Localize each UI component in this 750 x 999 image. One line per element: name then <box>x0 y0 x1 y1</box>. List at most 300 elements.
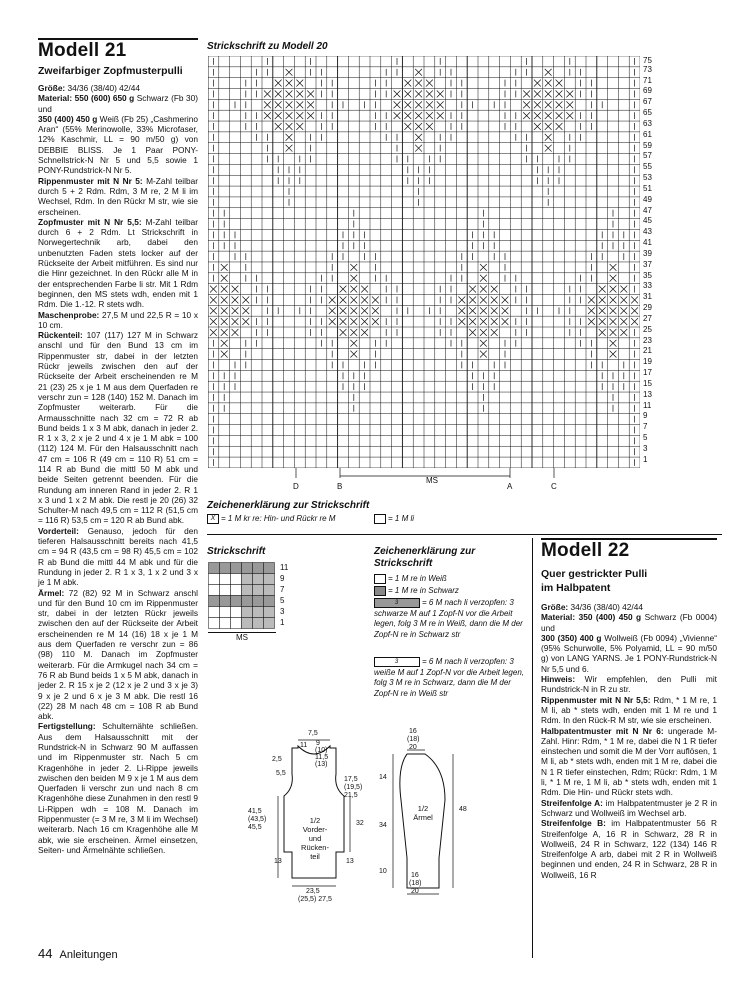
cross-stitch <box>242 296 249 303</box>
small-chart-row-label: 7 <box>280 585 285 594</box>
cross-stitch <box>631 307 638 314</box>
model22-paragraph-label: Material: 350 (400) 450 g <box>541 612 642 623</box>
model22-paragraph-label: Halbpatentmuster mit N Nr 6: <box>541 725 664 736</box>
chart20-row-label: 19 <box>643 357 652 367</box>
cross-stitch <box>523 91 530 98</box>
cross-stitch <box>232 329 239 336</box>
model22-subtitle-2: im Halbpatent <box>541 582 611 594</box>
chart20-row-label: 7 <box>643 422 648 432</box>
legend2-text-2: = 1 M re in Schwarz <box>388 586 459 596</box>
chart20-row-label: 13 <box>643 389 652 399</box>
cross-stitch <box>599 286 606 293</box>
cross-stitch <box>340 296 347 303</box>
small-chart-cell <box>242 563 253 574</box>
small-chart-cell <box>231 574 242 585</box>
cross-stitch <box>545 101 552 108</box>
model22-paragraph-text: im Halbpatentmuster je 2 R in Schwarz und Wollweiß im Wechsel arb. <box>541 797 717 818</box>
model22-paragraph-label: Rippenmuster mit N Nr 5,5: <box>541 694 651 705</box>
body-bottom2: (25,5) <box>298 896 317 903</box>
cross-stitch <box>275 91 282 98</box>
body-right: 32 <box>356 820 364 827</box>
chart20-row-label: 3 <box>643 443 648 453</box>
cross-stitch <box>588 296 595 303</box>
body-bottom1: 23,5 <box>306 888 320 895</box>
cross-stitch <box>415 145 422 152</box>
small-chart-cell <box>220 585 231 596</box>
cross-stitch <box>296 123 303 130</box>
cross-stitch <box>221 275 228 282</box>
model22-paragraph-text: im Halbpatentmuster 56 R Streifenfolge A, 16 R in Schwarz, 28 R in Wollweiß, 24 R in Schwarz, 122 (134) 146 R Streifenfolge A arb, dabei mit 2 R in Wollweiß beginnen und enden, 24 R in Schwarz, 28 R in Wollweiß, 16 R <box>541 818 717 880</box>
model21-paragraph-text: M-Zahl teilbar durch 6 + 2 Rdm. Lt Strickschrift in Norwegertechnik arb, dabei den unbenutzten Faden stets locker auf der Rückseite der Arbeit mitführen. Es sind nur die Hinr gezeichnet. In den Rückr alle M in der entsprechenden Farbe li str. Mit 1 Rdm beginnen, den MS stets wdh, enden mit 1 Rdm. Die 1.-12. R stets wdh. <box>38 216 199 310</box>
chart20-grid <box>208 56 640 468</box>
model22-paragraph <box>541 818 717 880</box>
cross-stitch <box>404 112 411 119</box>
cross-stitch <box>588 318 595 325</box>
body-bottom3: 27,5 <box>318 896 332 903</box>
cross-stitch <box>264 91 271 98</box>
cross-stitch <box>610 286 617 293</box>
column-divider <box>532 538 533 958</box>
chart20-row-label: 5 <box>643 432 648 442</box>
cross-stitch <box>545 123 552 130</box>
cross-stitch <box>221 351 228 358</box>
body-arm2: (19,5) <box>344 784 363 791</box>
model22-paragraph-text: Wollweiß (Fb 0094) „Vivienne“ (95% Schurwolle, 5% Polyamid, LL = 90 m/50 g) von LANG YARNS. Je 1 PONY-Rundstrick-N Nr 5,5 und 6. <box>541 632 717 674</box>
sleeve-bot3: 20 <box>411 888 419 895</box>
cross-stitch <box>210 318 217 325</box>
cross-stitch <box>275 123 282 130</box>
model22-subtitle-1: Quer gestrickter Pulli <box>541 568 648 580</box>
small-chart-ms-label: MS <box>236 633 248 642</box>
chart20-row-label: 65 <box>643 108 652 118</box>
body-side1: 41,5 <box>248 808 262 815</box>
chart20-legend-item-1 <box>207 514 335 525</box>
chart20-row-label: 75 <box>643 56 652 65</box>
cross-stitch <box>221 307 228 314</box>
cross-stitch <box>469 329 476 336</box>
small-chart-cell <box>231 563 242 574</box>
cross-stitch <box>350 275 357 282</box>
cross-stitch <box>275 80 282 87</box>
cross-stitch <box>610 318 617 325</box>
chart20-row-label: 21 <box>643 346 652 356</box>
small-chart-ms <box>208 632 276 642</box>
cross-stitch <box>242 318 249 325</box>
model21-paragraph-text: 72 (82) 92 M in Schwarz anschl und für den Bund 10 cm im Rippenmuster str, dabei in der letzten Rückr jeweils zwischen den auf der Rückseite der Arbeit erscheinenden re M 14 (16) 18 x je 1 M aus dem Querfaden re verschr zun = 86 (98) 110 M. Danach im Zopfmuster weiterarb. Für die Armkugel nach 34 cm = 76 R ab Bund beids 1 x 5 M abk, danach in jeder 2. R 15 x je 2 (12 x je 2 und 3 x je 3) 9 x je 2 und 6 x je 3 M abk. Die restl 16 (22) 28 M nach 48 cm = 108 R ab Bund abk. <box>38 587 198 722</box>
cross-stitch <box>296 112 303 119</box>
model21-paragraph <box>38 330 198 526</box>
small-chart-cell <box>264 585 275 596</box>
small-chart-cell <box>220 596 231 607</box>
model21-paragraph <box>38 310 198 331</box>
cross-stitch <box>480 318 487 325</box>
model22-paragraph-label: 300 (350) 400 g <box>541 632 602 643</box>
chart20-row-label: 61 <box>643 129 652 139</box>
cross-stitch <box>340 286 347 293</box>
cross-stitch <box>480 340 487 347</box>
chart20-row-label: 49 <box>643 194 652 204</box>
chart20-row-label: 57 <box>643 151 652 161</box>
cross-stitch <box>620 286 627 293</box>
cross-stitch <box>426 80 433 87</box>
purl-symbol <box>374 514 386 524</box>
body-n2: (10) <box>315 747 328 754</box>
chart20-row-label: 17 <box>643 368 652 378</box>
model21-paragraph <box>38 93 198 114</box>
small-chart-cell <box>209 607 220 618</box>
model22-text <box>541 602 717 962</box>
cross-stitch <box>610 351 617 358</box>
cross-stitch <box>350 264 357 271</box>
cross-stitch <box>372 296 379 303</box>
chart20-row-label: 23 <box>643 335 652 345</box>
cross-stitch <box>242 307 249 314</box>
model22-paragraph-label: Größe: <box>541 602 569 612</box>
body-left2: 5,5 <box>276 770 286 777</box>
cross-stitch <box>350 286 357 293</box>
model21-paragraph-text: M-Zahl teilbar durch 5 + 2 Rdm. Rdm, 3 M re, 2 M li im Wechsel, Rdm. In den Rückr M str, wie sie erscheinen. <box>38 175 198 217</box>
cross-stitch <box>415 101 422 108</box>
chart20-row-label: 63 <box>643 118 652 128</box>
chart20-row-label: 59 <box>643 140 652 150</box>
cross-stitch <box>599 296 606 303</box>
legend2-item-1 <box>374 574 524 585</box>
cross-stitch <box>221 296 228 303</box>
model21-paragraph-label: 350 (400) 450 g <box>38 113 98 124</box>
model21-title: Modell 21 <box>38 40 127 61</box>
model21-paragraph-text: 107 (117) 127 M in Schwarz anschl und für den Bund 13 cm im Rippenmuster str, dabei in der letzten Rückr jeweils zwischen den auf der Rückseite der Arbeit erscheinenden re M 21 (23) 25 x je 1 M aus dem Querfaden re verschr zun = 128 (140) 152 M. Danach im Zopfmuster weiterarb. Für die Armausschnitte nach 32 cm = 72 R ab Bund beids 1 x 3 M abk, danach in jeder 2. R 1 x 3, 2 x je 2 und 4 x je 1 M abk = 100 (112) 124 M. Für den Halsausschnitt nach 47 cm = 106 R (49 cm = 110 R) 51 cm = 114 R ab Bund die mittl 50 M abk und beide Seiten getrennt beenden. Für die Rundung am inneren Rand in jeder 2. R 1 x 3 und 1 x 2 M abk. Die restl je 20 (26) 32 Schulter-M nach 49,5 cm = 112 R (51,5 cm = 116 R) 53,5 cm = 120 R ab Bund abk. <box>38 330 198 526</box>
small-chart-row-label: 11 <box>280 563 289 572</box>
model21-subtitle: Zweifarbiger Zopfmusterpulli <box>38 65 183 77</box>
chart20-legend-item-2 <box>374 514 414 525</box>
body-side3: 45,5 <box>248 824 262 831</box>
cross-stitch <box>232 318 239 325</box>
cross-stitch <box>610 296 617 303</box>
model22-paragraph <box>541 674 717 695</box>
cross-stitch <box>599 318 606 325</box>
chart20-row-label: 31 <box>643 292 652 302</box>
sleeve-left1: 14 <box>379 774 387 781</box>
cross-stitch <box>566 101 573 108</box>
sleeve-bot1: 16 <box>411 872 419 879</box>
cross-stitch <box>394 101 401 108</box>
cross-stitch <box>523 101 530 108</box>
body-arm1: 17,5 <box>344 776 358 783</box>
cross-stitch <box>286 145 293 152</box>
cross-stitch <box>426 112 433 119</box>
cross-stitch <box>556 91 563 98</box>
cross-stitch <box>415 123 422 130</box>
cross-stitch <box>307 112 314 119</box>
model21-paragraph-text: Schwarz (Fb 30) und <box>38 93 198 114</box>
chart20-row-label: 51 <box>643 183 652 193</box>
body-bund-left: 13 <box>274 858 282 865</box>
cross-stitch <box>437 91 444 98</box>
cross-stitch <box>340 318 347 325</box>
legend2-item-3 <box>374 598 524 640</box>
cross-stitch <box>556 80 563 87</box>
cross-symbol: X <box>207 514 219 524</box>
small-chart-cell <box>209 563 220 574</box>
cross-stitch <box>232 296 239 303</box>
chart20-row-label: 45 <box>643 216 652 226</box>
cross-stitch <box>491 286 498 293</box>
section-divider <box>207 534 722 535</box>
small-chart-row-label: 3 <box>280 607 285 616</box>
chart20-marker-label: MS <box>426 476 438 485</box>
cross-stitch <box>361 318 368 325</box>
model22-paragraph-label: Streifenfolge A: <box>541 797 603 808</box>
cross-stitch <box>620 296 627 303</box>
cross-stitch <box>404 101 411 108</box>
cross-stitch <box>329 318 336 325</box>
cross-stitch <box>210 296 217 303</box>
cross-stitch <box>545 134 552 141</box>
small-chart-cell <box>209 574 220 585</box>
model21-paragraph-text: 27,5 M und 22,5 R = 10 x 10 cm. <box>38 309 198 330</box>
cross-stitch <box>599 307 606 314</box>
body-n3: 11,5 <box>315 754 329 761</box>
cross-stitch <box>296 80 303 87</box>
cross-stitch <box>480 307 487 314</box>
model21-paragraph <box>38 217 198 310</box>
cross-stitch <box>404 80 411 87</box>
sleeve-dims <box>375 728 485 910</box>
cross-stitch <box>620 329 627 336</box>
small-chart-cell <box>242 618 253 629</box>
white-knit-symbol <box>374 574 386 584</box>
model22-paragraph <box>541 612 717 633</box>
chart20-row-label: 9 <box>643 411 648 421</box>
cross-stitch <box>286 91 293 98</box>
cross-stitch <box>469 307 476 314</box>
model22-paragraph <box>541 602 717 612</box>
model21-paragraph-label: Zopfmuster mit N Nr 5,5: <box>38 216 142 227</box>
cross-stitch <box>491 296 498 303</box>
cable-left-symbol-2: 3 <box>374 657 420 667</box>
cross-stitch <box>286 80 293 87</box>
small-chart-cell <box>253 574 264 585</box>
model21-paragraph-text: Weiß (Fb 25) „Cashmerino Aran“ (55% Merinowolle, 33% Microfaser, 12% Kaschmir, LL = 90 m/50 g) von DEBBIE BLISS. Je 1 Paar PONY-Schnellstrick-N Nr 5 und 5,5 sowie 1 PONY-Rundstrick-N Nr 5. <box>38 113 198 176</box>
model22-paragraph-text: ungerade M-Zahl. Hinr: Rdm, * 1 M re, dabei die N 1 R tiefer einstechen und somit die M der Vorr auflösen, 1 M li, ab * stets wdh, enden mit 1 M re, dabei die N 1 R tiefer einstechen, Rdm; Rückr: Rdm, 1 M li, * 1 M re, 1 M li, ab * stets wdh, enden mit 1 Rdm. Die Hin- und Rückr stets wdh. <box>541 725 717 798</box>
cross-stitch <box>210 329 217 336</box>
small-chart-cell <box>209 618 220 629</box>
small-chart-cell <box>231 618 242 629</box>
model22-title: Modell 22 <box>541 540 630 561</box>
cross-stitch <box>610 329 617 336</box>
body-n1: 9 <box>316 740 320 747</box>
small-chart-cell <box>253 618 264 629</box>
sleeve-label: 1/2 Ärmel <box>413 804 433 822</box>
chart20-marker-label: C <box>551 482 557 491</box>
cross-stitch <box>534 91 541 98</box>
legend2-item-2 <box>374 586 524 597</box>
small-chart-cell <box>242 585 253 596</box>
model21-paragraph <box>38 176 198 217</box>
cross-stitch <box>415 69 422 76</box>
model21-paragraph <box>38 588 198 722</box>
cross-stitch <box>329 296 336 303</box>
cross-stitch <box>469 318 476 325</box>
small-chart-cell <box>220 618 231 629</box>
model22-paragraph-text: Rdm, * 1 M re, 1 M li, ab * stets wdh, enden mit 1 M re und 1 Rdm. In den Rück-R M str, wie sie erscheinen. <box>541 694 717 726</box>
cross-stitch <box>210 286 217 293</box>
cross-stitch <box>469 286 476 293</box>
sleeve-left2: 34 <box>379 822 387 829</box>
cross-stitch <box>361 307 368 314</box>
cross-stitch <box>340 307 347 314</box>
small-chart-cell <box>220 574 231 585</box>
chart20-row-label: 25 <box>643 324 652 334</box>
cross-stitch <box>296 91 303 98</box>
chart20-row-label: 55 <box>643 162 652 172</box>
chart20-marker-label: A <box>507 482 513 491</box>
chart20-row-label: 73 <box>643 64 652 74</box>
model21-paragraph-label: Maschenprobe: <box>38 309 100 320</box>
page-number: 44 <box>38 946 53 961</box>
cross-stitch <box>426 101 433 108</box>
chart20-row-label: 47 <box>643 205 652 215</box>
model21-paragraph-label: Rippenmuster mit N Nr 5: <box>38 175 143 186</box>
legend2-title: Zeichenerklärung zur Strickschrift <box>374 546 476 569</box>
cross-stitch <box>350 351 357 358</box>
model21-paragraph-label: Rückenteil: <box>38 330 83 341</box>
cross-stitch <box>372 307 379 314</box>
cross-stitch <box>491 329 498 336</box>
cross-stitch <box>631 318 638 325</box>
model21-paragraph-label: Vorderteil: <box>38 525 79 536</box>
chart20-marker-label: B <box>337 482 343 491</box>
chart20-row-label: 35 <box>643 270 652 280</box>
small-chart-cell <box>264 574 275 585</box>
cross-stitch <box>631 296 638 303</box>
cross-stitch <box>361 286 368 293</box>
model21-paragraph-label: Material: 550 (600) 650 g <box>38 93 135 104</box>
cross-stitch <box>221 318 228 325</box>
sleeve-top1: 16 <box>409 728 417 735</box>
body-bund-right: 13 <box>346 858 354 865</box>
cross-stitch <box>221 264 228 271</box>
cross-stitch <box>404 91 411 98</box>
body-side2: (43,5) <box>248 816 267 823</box>
small-chart-cell <box>231 585 242 596</box>
small-chart-grid <box>208 562 278 630</box>
cross-stitch <box>599 329 606 336</box>
cross-stitch <box>480 275 487 282</box>
cross-stitch <box>350 340 357 347</box>
cross-stitch <box>545 112 552 119</box>
cross-stitch <box>458 307 465 314</box>
cross-stitch <box>566 91 573 98</box>
cross-stitch <box>372 318 379 325</box>
cross-stitch <box>232 286 239 293</box>
cross-stitch <box>545 145 552 152</box>
model21-paragraph <box>38 721 198 855</box>
sleeve-left3: 10 <box>379 868 387 875</box>
chart20-row-label: 69 <box>643 86 652 96</box>
legend2-item-4 <box>374 657 524 699</box>
model21-paragraph-text: Schulternähte schließen. Aus dem Halsausschnitt mit der Rundstrick-N in Schwarz 90 M auffassen und im Rippenmuster str. Nach 5 cm Kragenhöhe in jeder 2. Li-Rippe jeweils zwischen den beiden M 9 x je 1 M aus dem Querfaden li verschr zun und nach 8 cm Kragenhöhe diese Zunahmen in den restl 9 Li-Rippen wdh = 108 M. Danach im Rippenmuster (= 3 M re, 3 M li im Wechsel) weiterarb. Nach 16 cm Kragenhöhe alle M abk, wie sie erscheinen. Ärmel einsetzen, Seiten- und Ärmelnähte schließen. <box>38 721 198 855</box>
cross-stitch <box>491 318 498 325</box>
chart20-row-label: 71 <box>643 75 652 85</box>
cross-stitch <box>502 296 509 303</box>
small-chart-cell <box>253 607 264 618</box>
small-chart-row-labels <box>280 562 294 628</box>
small-chart-cell <box>220 607 231 618</box>
cross-stitch <box>545 69 552 76</box>
cross-stitch <box>329 307 336 314</box>
cross-stitch <box>534 123 541 130</box>
cross-stitch <box>286 123 293 130</box>
small-chart-cell <box>209 596 220 607</box>
cross-stitch <box>275 112 282 119</box>
cross-stitch <box>221 286 228 293</box>
cross-stitch <box>275 101 282 108</box>
cross-stitch <box>620 307 627 314</box>
body-neck: 11 <box>300 742 308 749</box>
body-left1: 2,5 <box>272 756 282 763</box>
cross-stitch <box>286 101 293 108</box>
small-chart-cell <box>209 585 220 596</box>
small-chart-cell <box>220 563 231 574</box>
cross-stitch <box>361 296 368 303</box>
cross-stitch <box>545 80 552 87</box>
small-chart-cell <box>264 596 275 607</box>
cross-stitch <box>534 101 541 108</box>
legend2-text-1: = 1 M re in Weiß <box>388 574 447 584</box>
footer-section: Anleitungen <box>59 949 118 961</box>
cross-stitch <box>469 296 476 303</box>
small-chart-cell <box>242 596 253 607</box>
cross-stitch <box>588 307 595 314</box>
chart20-row-label: 27 <box>643 313 652 323</box>
sleeve-bot2: (18) <box>409 880 422 887</box>
chart20-legend-text-1: = 1 M kr re: Hin- und Rückr re M <box>221 514 336 524</box>
small-chart-cell <box>264 563 275 574</box>
model21-paragraph <box>38 526 198 588</box>
cross-stitch <box>534 80 541 87</box>
cross-stitch <box>426 91 433 98</box>
cross-stitch <box>307 91 314 98</box>
chart20-row-label: 43 <box>643 227 652 237</box>
model22-paragraph-text: 34/36 (38/40) 42/44 <box>568 602 643 612</box>
model22-paragraph <box>541 695 717 726</box>
model21-paragraph-label: Fertigstellung: <box>38 721 96 732</box>
small-chart-cell <box>264 607 275 618</box>
sleeve-top3: 20 <box>409 744 417 751</box>
cross-stitch <box>610 307 617 314</box>
legend2-text-4: = 6 M nach li verzopfen: 3 weiße M auf 1 Zopf-N vor die Arbeit legen, folg 3 M re in Schwarz, dann die M der Zopf-N re in Weiß str <box>374 657 524 698</box>
cross-stitch <box>340 329 347 336</box>
cross-stitch <box>232 307 239 314</box>
model21-paragraph-label: Größe: <box>38 83 66 93</box>
black-knit-symbol <box>374 586 386 596</box>
cross-stitch <box>307 101 314 108</box>
cross-stitch <box>534 112 541 119</box>
small-chart-cell <box>253 585 264 596</box>
cross-stitch <box>296 101 303 108</box>
small-chart-cell <box>253 563 264 574</box>
small-chart-row-label: 5 <box>280 596 285 605</box>
cross-stitch <box>361 329 368 336</box>
cross-stitch <box>350 296 357 303</box>
cross-stitch <box>566 112 573 119</box>
cross-stitch <box>350 318 357 325</box>
model21-paragraph-text: 34/36 (38/40) 42/44 <box>65 83 140 93</box>
chart20-marker-labels <box>208 478 640 492</box>
body-n4: (13) <box>315 761 328 768</box>
cross-stitch <box>264 112 271 119</box>
